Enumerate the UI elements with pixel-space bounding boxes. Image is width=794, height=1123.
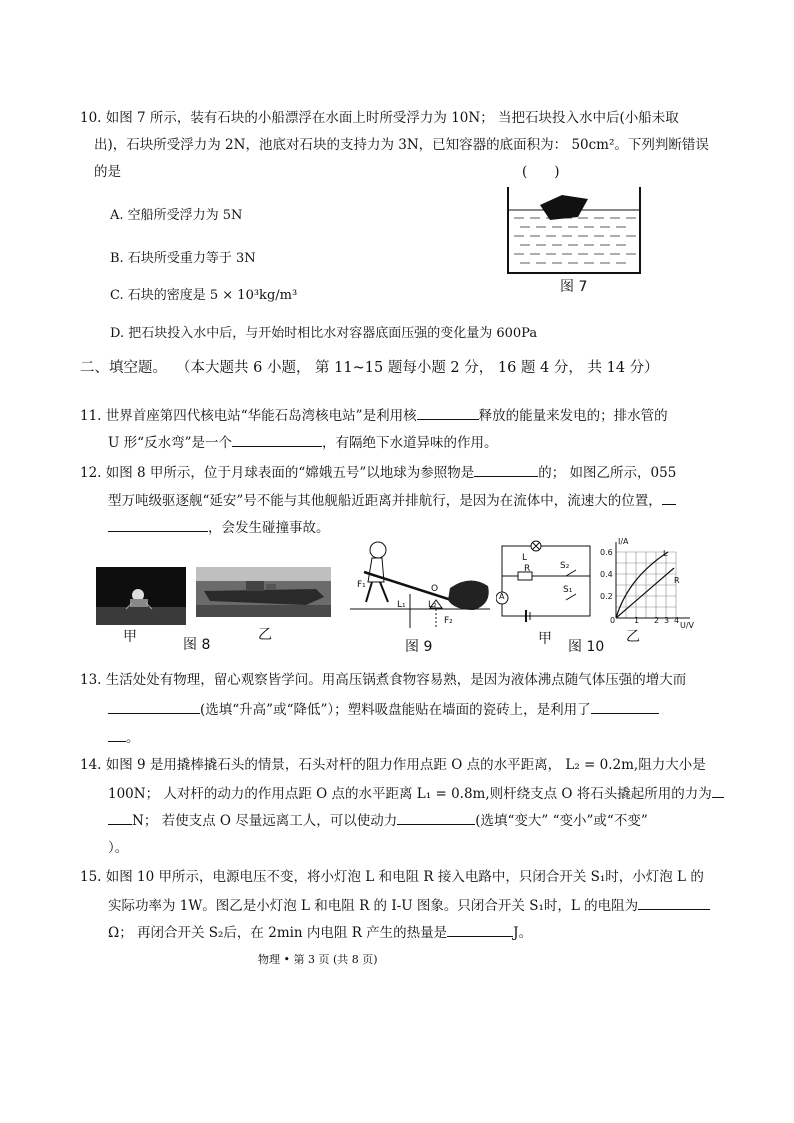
q12-line1: [80, 462, 676, 483]
figure-9-label-o: O: [431, 584, 439, 594]
q13-text-b: (选填“升高”或“降低”）；塑料吸盘能贴在墙面的瓷砖上，是利用了: [200, 702, 591, 718]
figure-9-caption: 图 9: [405, 639, 433, 655]
figure-9-label-l2: L₂: [428, 600, 437, 610]
q15-line2: [108, 895, 710, 916]
figure-8-caption: 图 8: [183, 637, 211, 653]
q14-line2: [108, 783, 724, 804]
figure-9-label-l1: L₁: [397, 600, 406, 610]
q14-blank-1b[interactable]: [108, 810, 132, 825]
q10-option-d: D. 把石块投入水中后，与开始时相比水对容器底面压强的变化量为 600Pa: [110, 326, 538, 341]
figure-8-moon-lander-photo: [96, 567, 186, 625]
q15-text-b: Ω； 再闭合开关 S₂后，在 2min 内电阻 R 产生的热量是: [108, 925, 448, 941]
q15-text-a: 实际功率为 1W。图乙是小灯泡 L 和电阻 R 的 I-U 图象。只闭合开关 S₁时，L 的电阻为: [108, 898, 639, 914]
q12-line2: [108, 490, 676, 511]
figure-10-curve-l-label: L: [663, 549, 668, 558]
q14-text-c: (选填“变大” “变小”或“不变”: [475, 813, 648, 829]
figure-10-x-tick-3: 3: [664, 616, 670, 625]
q10-line1: 10. 如图 7 所示，装有石块的小船漂浮在水面上时所受浮力为 10N； 当把石块投入水中后(小船未取: [80, 110, 679, 126]
q14-text-a: 100N； 人对杆的动力的作用点距 O 点的水平距离 L₁ = 0.8m,则杆绕支点 O 将石头撬起所用的力为: [108, 786, 712, 802]
figure-10-ylabel: I/A: [618, 537, 629, 546]
figure-9-label-f2: F₂: [444, 616, 453, 626]
q15-line3: [108, 922, 532, 943]
q12-blank-2a[interactable]: [662, 490, 676, 505]
figure-10-label-yi: 乙: [626, 629, 640, 645]
q13-line2: [108, 699, 659, 720]
q10-line2: 出)，石块所受浮力为 2N，池底对石块的支持力为 3N，已知容器的底面积为： 50cm²。下列判断错误: [94, 137, 709, 153]
figure-10-x-tick-0: 0: [610, 616, 616, 625]
q15-blank-1[interactable]: [638, 895, 710, 910]
figure-7-caption: 图 7: [560, 279, 588, 295]
figure-10-label-jia: 甲: [538, 631, 552, 647]
q14-text-b: N； 若使支点 O 尽量远离工人，可以使动力: [132, 813, 398, 829]
ammeter-icon: A: [499, 592, 505, 601]
figure-10-x-tick-1: 1: [634, 616, 640, 625]
q15-line1: 15. 如图 10 甲所示，电源电压不变，将小灯泡 L 和电阻 R 接入电路中，只闭合开关 S₁时，小灯泡 L 的: [80, 869, 704, 885]
q13-text-c: 。: [126, 730, 140, 746]
q12-blank-1[interactable]: [474, 462, 538, 477]
q11-blank-2[interactable]: [232, 432, 322, 447]
figure-8-label-jia: 甲: [123, 629, 137, 645]
q10-option-a: A. 空船所受浮力为 5N: [110, 208, 243, 223]
figure-10-caption: 图 10: [568, 639, 605, 655]
q11-text-d: ，有隔绝下水道异味的作用。: [321, 435, 498, 451]
q11-blank-1[interactable]: [417, 405, 479, 420]
q13-line1: 13. 生活处处有物理，留心观察皆学问。用高压锅煮食物容易熟，是因为液体沸点随气体压强的增大而: [80, 672, 687, 688]
q13-line3: [108, 727, 140, 748]
figure-10-x-tick-2: 2: [654, 616, 660, 625]
figure-8-destroyer-photo: [196, 567, 331, 617]
figure-10-y-tick-06: 0.6: [600, 548, 613, 557]
figure-10-circuit-diagram: [496, 540, 596, 625]
figure-10-xlabel: U/V: [680, 621, 695, 630]
figure-10-label-s1: S₁: [563, 585, 573, 595]
figure-10-label-s2: S₂: [560, 561, 570, 571]
figure-9-lever-diagram: [350, 538, 490, 630]
q12-text-a: 12. 如图 8 甲所示，位于月球表面的“嫦娥五号”以地球为参照物是: [80, 465, 475, 481]
section-2-title: 二、填空题。: [80, 360, 167, 376]
figure-10-y-tick-04: 0.4: [600, 570, 613, 579]
figure-9-label-f1: F₁: [357, 580, 366, 590]
q12-blank-2b[interactable]: [108, 517, 208, 532]
figure-10-label-r: R: [524, 564, 531, 574]
q10-line3: 的是: [94, 164, 121, 180]
q15-text-c: J。: [513, 925, 533, 941]
q12-line3: [108, 517, 330, 538]
q13-blank-2a[interactable]: [591, 699, 659, 714]
q12-text-b: 的； 如图乙所示，055: [538, 465, 677, 481]
q11-text-b: 释放的能量来发电的；排水管的: [478, 408, 668, 424]
q13-blank-1[interactable]: [108, 699, 200, 714]
q10-answer-paren: ( ): [522, 164, 560, 180]
q14-blank-1a[interactable]: [712, 783, 724, 798]
section-2-note: （本大题共 6 小题， 第 11~15 题每小题 2 分， 16 题 4 分， 共 14 分）: [176, 360, 659, 376]
figure-8-label-yi: 乙: [258, 627, 272, 643]
q12-text-c: 型万吨级驱逐舰“延安”号不能与其他舰船近距离并排航行，是因为在流体中，流速大的位置，: [108, 493, 662, 509]
q10-option-b: B. 石块所受重力等于 3N: [110, 251, 256, 266]
q11-line1: [80, 405, 668, 426]
figure-10-y-tick-02: 0.2: [600, 592, 613, 601]
q10-option-c: C. 石块的密度是 5 × 10³kg/m³: [110, 288, 298, 303]
figure-10-curve-r-label: R: [674, 576, 680, 585]
q11-text-c: U 形“反水弯”是一个: [108, 435, 232, 451]
q11-line2: [108, 432, 497, 453]
figure-10-x-tick-4: 4: [674, 616, 680, 625]
q14-line3: [108, 810, 648, 831]
q14-blank-2[interactable]: [397, 810, 475, 825]
q12-text-d: ，会发生碰撞事故。: [208, 520, 330, 536]
figure-10-label-lamp: L: [522, 553, 528, 563]
q11-text-a: 11. 世界首座第四代核电站“华能石岛湾核电站”是利用核: [80, 408, 417, 424]
q14-line4: ）。: [108, 840, 129, 856]
q13-blank-2b[interactable]: [108, 727, 126, 742]
q14-line1: 14. 如图 9 是用撬棒撬石头的情景，石头对杆的阻力作用点距 O 点的水平距离， L₂ = 0.2m,阻力大小是: [80, 757, 706, 773]
q15-blank-2[interactable]: [447, 922, 513, 937]
page-footer: 物理 • 第 3 页 (共 8 页): [258, 953, 378, 966]
